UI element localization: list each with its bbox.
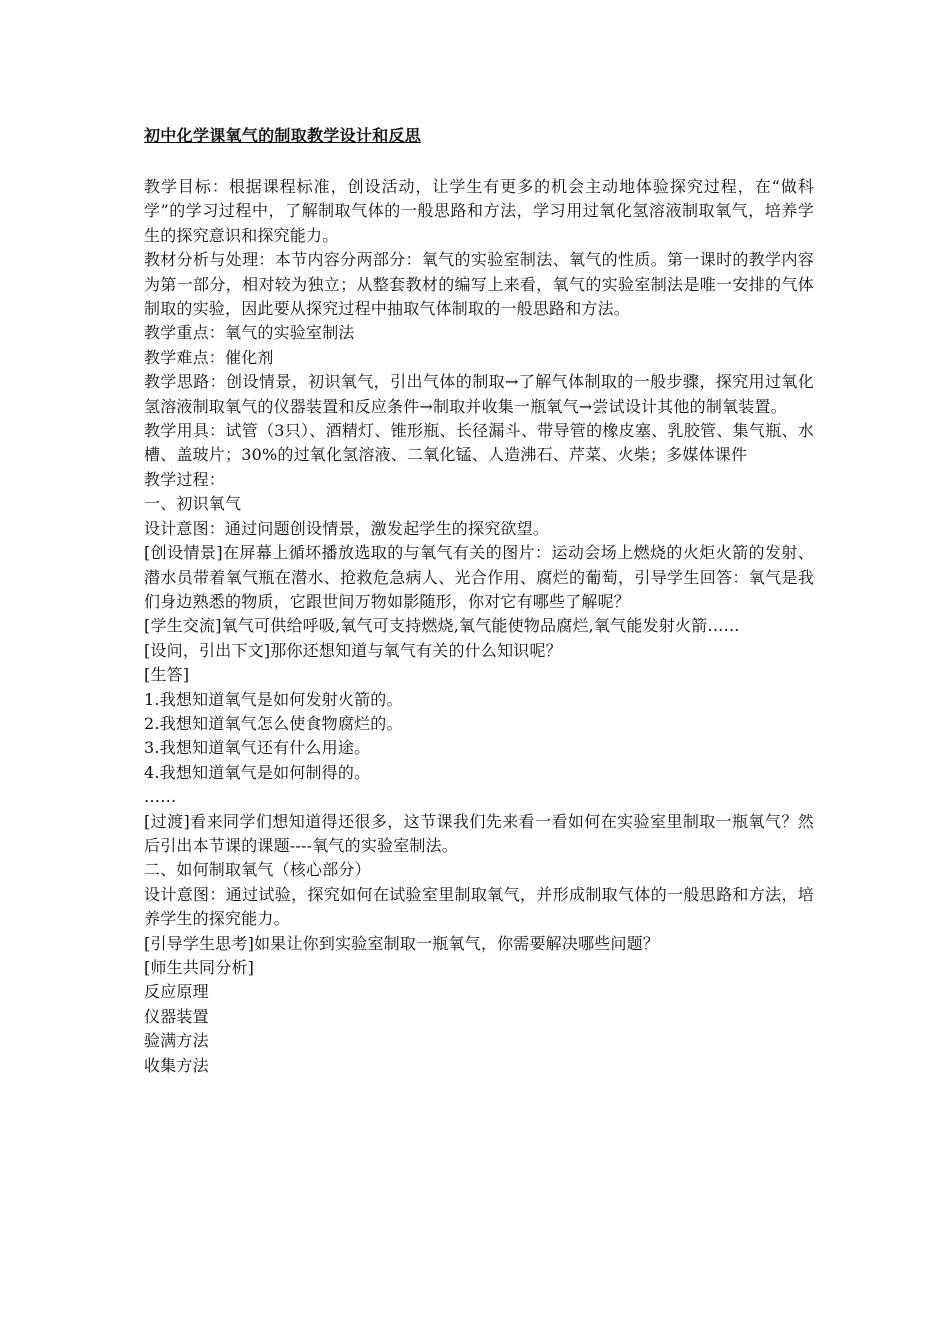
paragraph-material-analysis: 教材分析与处理：本节内容分两部分：氧气的实验室制法、氧气的性质。第一课时的教学内容为第一部分，相对较为独立；从整套教材的编写上来看，氧气的实验室制法是唯一安排的气体制取的实验，因此要从探究过程中抽取气体制取的一般思路和方法。 bbox=[144, 250, 814, 319]
document-title: 初中化学课氧气的制取教学设计和反思 bbox=[144, 126, 422, 145]
section-heading-2: 二、如何制取氧气（核心部分） bbox=[144, 860, 371, 880]
paragraph-difficulty: 教学难点：催化剂 bbox=[144, 347, 274, 367]
analysis-item: 收集方法 bbox=[144, 1055, 209, 1075]
paragraph-joint-analysis: [师生共同分析] bbox=[144, 958, 255, 977]
paragraph-process-heading: 教学过程： bbox=[144, 469, 226, 489]
paragraph-question: [设问，引出下文]那你还想知道与氧气有关的什么知识呢？ bbox=[144, 640, 562, 660]
document-page bbox=[144, 125, 814, 1078]
paragraph-design-intent-1: 设计意图：通过问题创设情景，激发起学生的探究欲望。 bbox=[144, 518, 550, 538]
list-item: 3.我想知道氧气还有什么用途。 bbox=[144, 738, 371, 758]
analysis-item: 反应原理 bbox=[144, 982, 209, 1002]
ellipsis-line: …… bbox=[144, 787, 177, 807]
section-heading-1: 一、初识氧气 bbox=[144, 494, 242, 514]
paragraph-teaching-tools: 教学用具：试管（3只）、酒精灯、锥形瓶、长径漏斗、带导管的橡皮塞、乳胶管、集气瓶、水槽、盖玻片；30%的过氧化氢溶液、二氧化锰、人造沸石、芹菜、火柴；多媒体课件 bbox=[144, 421, 814, 465]
paragraph-design-intent-2: 设计意图：通过试验，探究如何在试验室里制取氧气，并形成制取气体的一般思路和方法，培养学生的探究能力。 bbox=[144, 884, 814, 929]
paragraph-teaching-approach: 教学思路：创设情景，初识氧气，引出气体的制取→了解气体制取的一般步骤，探究用过氧化氢溶液制取氧气的仪器装置和反应条件→制取并收集一瓶氧气→尝试设计其他的制氧装置。 bbox=[144, 372, 814, 416]
document-body bbox=[144, 175, 814, 1078]
paragraph-guide-thinking: [引导学生思考]如果让你到实验室制取一瓶氧气，你需要解决哪些问题？ bbox=[144, 933, 660, 953]
paragraph-student-exchange: [学生交流]氧气可供给呼吸,氧气可支持燃烧,氧气能使物品腐烂,氧气能发射火箭…… bbox=[144, 616, 740, 636]
paragraph-key-point: 教学重点：氧气的实验室制法 bbox=[144, 323, 355, 343]
paragraph-transition: [过渡]看来同学们想知道得还很多，这节课我们先来看一看如何在实验室里制取一瓶氧气？然后引出本节课的课题----氧气的实验室制法。 bbox=[144, 811, 814, 855]
analysis-item: 验满方法 bbox=[144, 1031, 209, 1051]
list-item: 4.我想知道氧气是如何制得的。 bbox=[144, 762, 371, 782]
paragraph-objectives: 教学目标：根据课程标准，创设活动，让学生有更多的机会主动地体验探究过程，在“做科学”的学习过程中，了解制取气体的一般思路和方法，学习用过氧化氢溶液制取氧气，培养学生的探究意识和探究能力。 bbox=[144, 177, 814, 245]
list-item: 2.我想知道氧气怎么使食物腐烂的。 bbox=[144, 713, 403, 733]
paragraph-scenario: [创设情景]在屏幕上循坏播放选取的与氧气有关的图片：运动会场上燃烧的火炬火箭的发射、潜水员带着氧气瓶在潜水、抢救危急病人、光合作用、腐烂的葡萄，引导学生回答：氧气是我们身边熟悉的物质，它跟世间万物如影随形，你对它有哪些了解呢？ bbox=[144, 543, 814, 611]
analysis-item: 仪器装置 bbox=[144, 1006, 209, 1026]
list-item: 1.我想知道氧气是如何发射火箭的。 bbox=[144, 689, 403, 709]
paragraph-student-answer: [生答] bbox=[144, 665, 190, 685]
